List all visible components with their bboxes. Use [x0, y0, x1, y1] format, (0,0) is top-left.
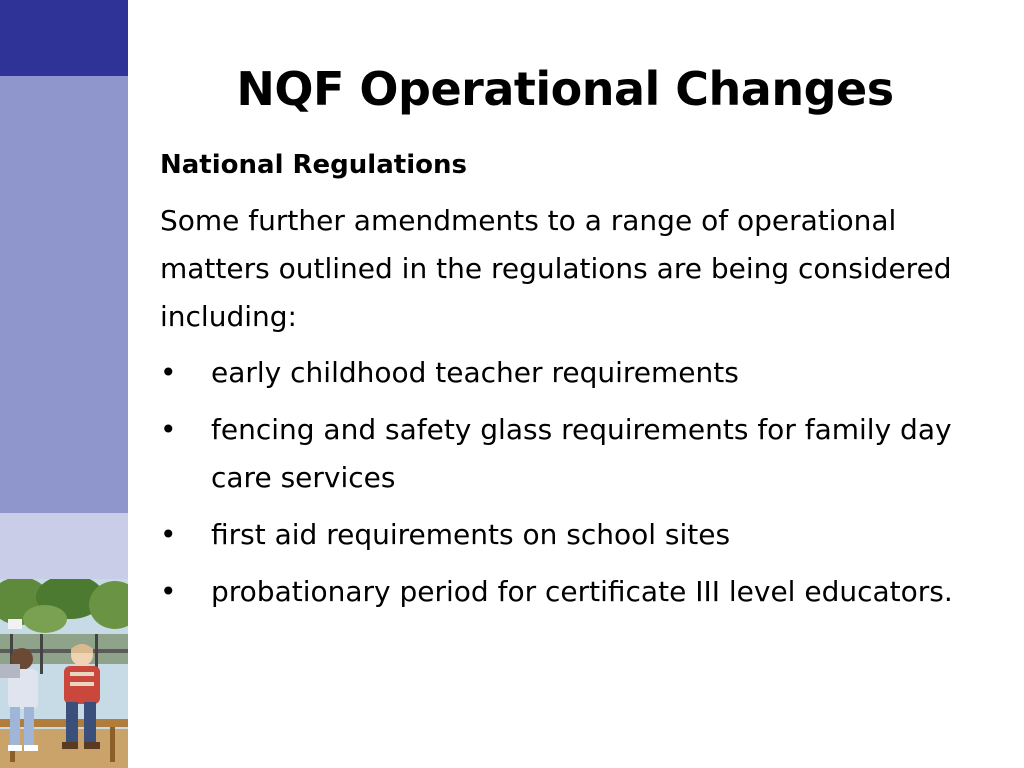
bullet-item: [160, 511, 960, 559]
bullet-icon: •: [160, 575, 177, 608]
intro-paragraph: Some further amendments to a range of operational matters outlined in the regulations are being considered including:: [160, 204, 952, 333]
bullet-item: [160, 349, 960, 397]
sidebar-mid-block: [0, 76, 128, 513]
bullet-list: [160, 349, 960, 616]
bullet-text: early childhood teacher requirements: [211, 356, 739, 389]
bullet-text: fencing and safety glass requirements for family day care services: [211, 413, 952, 494]
bullet-item: [160, 406, 960, 502]
bullet-icon: •: [160, 413, 177, 446]
slide-content: [160, 143, 960, 625]
bullet-text: probationary period for certificate III level educators.: [211, 575, 953, 608]
children-outdoors-photo: [0, 579, 128, 768]
bullet-icon: •: [160, 518, 177, 551]
section-subheading: National Regulations: [160, 150, 467, 180]
bullet-icon: •: [160, 356, 177, 389]
bullet-text: first aid requirements on school sites: [211, 518, 731, 551]
slide-title: NQF Operational Changes: [236, 62, 894, 116]
sidebar-light-block: [0, 513, 128, 579]
bullet-item: [160, 568, 960, 616]
sidebar-dark-block: [0, 0, 128, 76]
